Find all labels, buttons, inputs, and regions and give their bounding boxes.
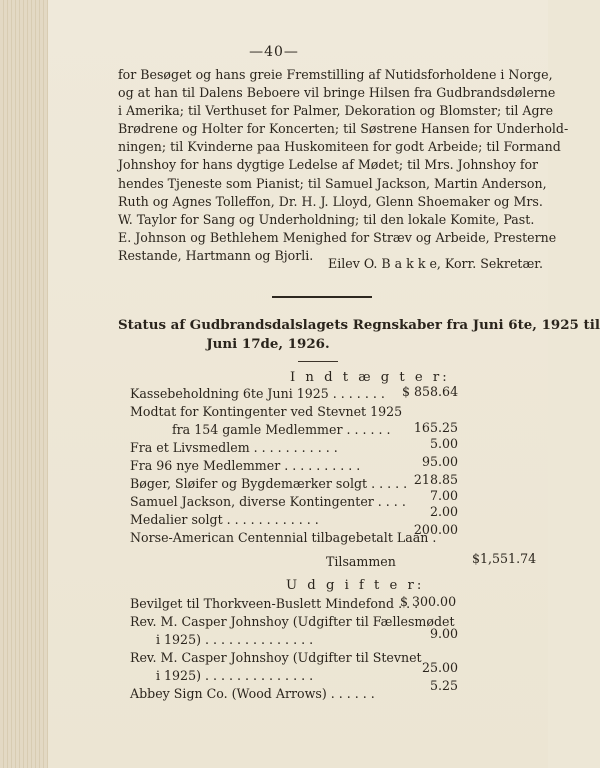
paragraph-line: og at han til Dalens Beboere vil bringe Hilsen fra Gudbrandsdølerne [118,85,556,101]
income-row: Samuel Jackson, diverse Kontingenter . . . . [130,494,406,509]
paragraph-line: ningen; til Kvinderne paa Huskomiteen for godt Arbeide; til Formand [118,139,561,155]
expense-row: i 1925) . . . . . . . . . . . . . . [156,668,314,683]
expense-row: Rev. M. Casper Johnshoy (Udgifter til Stevnet [130,650,422,665]
expense-row: Rev. M. Casper Johnshoy (Udgifter til Fællesmødet [130,614,455,629]
expense-row: Bevilget til Thorkveen-Buslett Mindefond . . . [130,596,419,611]
income-row: Kassebeholdning 6te Juni 1925 . . . . . . . [130,386,385,401]
income-amount: 5.00 [429,436,458,451]
income-row: Modtat for Kontingenter ved Stevnet 1925 [130,404,403,419]
paragraph-line: Ruth og Agnes Tolleffon, Dr. H. J. Lloyd, Glenn Shoemaker og Mrs. [118,193,543,209]
income-amount: 218.85 [413,472,458,487]
income-amount: 95.00 [421,454,458,469]
income-row: fra 154 gamle Medlemmer . . . . . . [172,422,391,437]
income-title: I n d t æ g t e r: [290,370,450,385]
paragraph-line: Brødrene og Holter for Koncerten; til Søstrene Hansen for Underhold- [118,121,569,137]
income-total-amount: $1,551.74 [472,551,537,566]
status-heading-line1: Status af Gudbrandsdalslagets Regnskaber fra Juni 6te, 1925 til [118,317,600,333]
page-number: —40— [249,44,299,60]
expense-amount: 5.25 [429,678,458,693]
paragraph-line: Johnshoy for hans dygtige Ledelse af Mødet; til Mrs. Johnshoy for [118,157,539,173]
income-amount: 7.00 [429,488,458,503]
paragraph-line: W. Taylor for Sang og Underholdning; til den lokale Komite, Past. [118,211,535,227]
paragraph-line: Restande, Hartmann og Bjorli. [118,247,314,263]
income-row: Norse-American Centennial tilbagebetalt Laan . [130,530,437,545]
expense-row: Abbey Sign Co. (Wood Arrows) . . . . . . [130,686,375,701]
book-binding [0,0,49,768]
income-amount: $ 858.64 [402,384,459,399]
signature: Eilev O. B a k k e, Korr. Sekretær. [328,256,543,271]
paragraph-line: for Besøget og hans greie Fremstilling af Nutidsforholdene i Norge, [118,67,553,82]
thanks-paragraph [118,66,569,265]
expense-amount: $ 300.00 [400,594,457,609]
income-amount: 165.25 [413,420,458,435]
expense-amount: 9.00 [429,626,458,641]
expense-row: i 1925) . . . . . . . . . . . . . . [156,632,314,647]
income-row: Bøger, Sløifer og Bygdemærker solgt . . . . . [130,476,408,491]
heading-underline [298,361,338,362]
section-divider [272,296,372,298]
income-amount: 2.00 [429,504,458,519]
income-row: Fra 96 nye Medlemmer . . . . . . . . . . [130,458,361,473]
expenses-title: U d g i f t e r: [286,578,425,593]
paragraph-line: E. Johnson og Bethlehem Menighed for Stræv og Arbeide, Presterne [118,229,557,245]
income-total-label: Tilsammen [326,554,396,569]
paragraph-line: i Amerika; til Verthuset for Palmer, Dekoration og Blomster; til Agre [118,103,554,119]
paragraph-line: hendes Tjeneste som Pianist; til Samuel Jackson, Martin Anderson, [118,175,547,191]
expense-amount: 25.00 [421,660,458,675]
income-row: Fra et Livsmedlem . . . . . . . . . . . [130,440,338,455]
income-row: Medalier solgt . . . . . . . . . . . . [130,512,319,527]
status-heading-line2: Juni 17de, 1926. [206,336,330,352]
income-amount: 200.00 [413,522,458,537]
